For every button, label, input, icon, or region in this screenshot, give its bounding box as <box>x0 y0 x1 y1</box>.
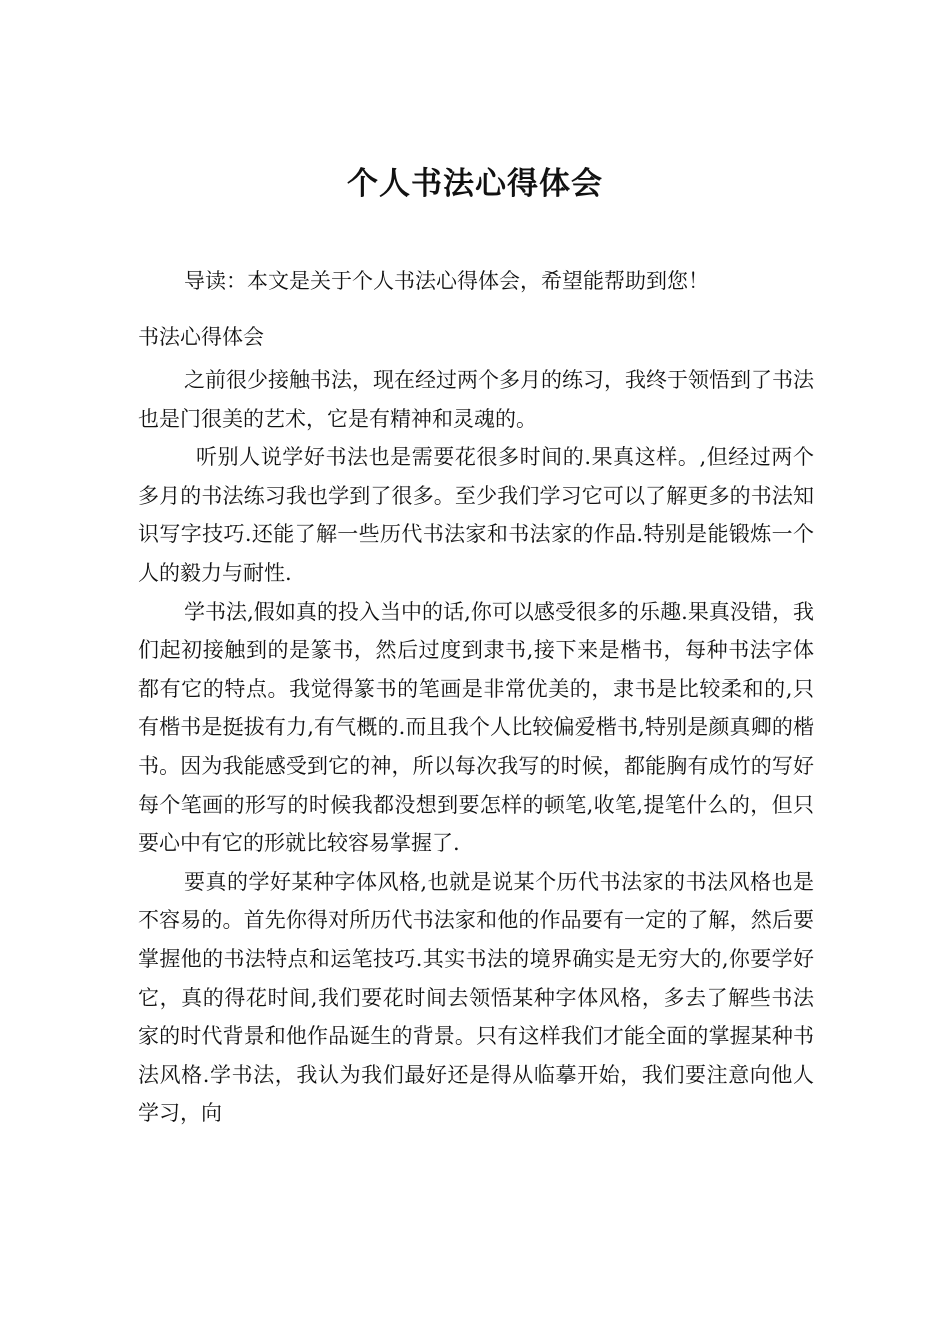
section-heading: 书法心得体会 <box>138 325 264 349</box>
paragraph: 听别人说学好书法也是需要花很多时间的.果真这样。,但经过两个多月的书法练习我也学到了很多。至少我们学习它可以了解更多的书法知识写字技巧.还能了解一些历代书法家和书法家的作品.特别是能锻炼一个人的毅力与耐性. <box>138 445 814 585</box>
document-title: 个人书法心得体会 <box>347 166 603 202</box>
paragraph: 之前很少接触书法，现在经过两个多月的练习，我终于领悟到了书法也是门很美的艺术，它是有精神和灵魂的。 <box>138 368 814 431</box>
paragraph: 学书法,假如真的投入当中的话,你可以感受很多的乐趣.果真没错，我们起初接触到的是篆书，然后过度到隶书,接下来是楷书，每种书法字体都有它的特点。我觉得篆书的笔画是非常优美的，隶书是比较柔和的,只有楷书是挺拔有力,有气概的.而且我个人比较偏爱楷书,特别是颜真卿的楷书。因为我能感受到它的神，所以每次我写的时候，都能胸有成竹的写好每个笔画的形写的时候我都没想到要怎样的顿笔,收笔,提笔什么的，但只要心中有它的形就比较容易掌握了. <box>138 599 814 856</box>
document-body <box>138 361 814 1133</box>
paragraph: 要真的学好某种字体风格,也就是说某个历代书法家的书法风格也是不容易的。首先你得对所历代书法家和他的作品要有一定的了解，然后要掌握他的书法特点和运笔技巧.其实书法的境界确实是无穷大的,你要学好它，真的得花时间,我们要花时间去领悟某种字体风格，多去了解些书法家的时代背景和他作品诞生的背景。只有这样我们才能全面的掌握某种书法风格.学书法，我认为我们最好还是得从临摹开始，我们要注意向他人学习，向 <box>138 869 814 1126</box>
intro-line: 导读：本文是关于个人书法心得体会，希望能帮助到您！ <box>184 269 709 293</box>
